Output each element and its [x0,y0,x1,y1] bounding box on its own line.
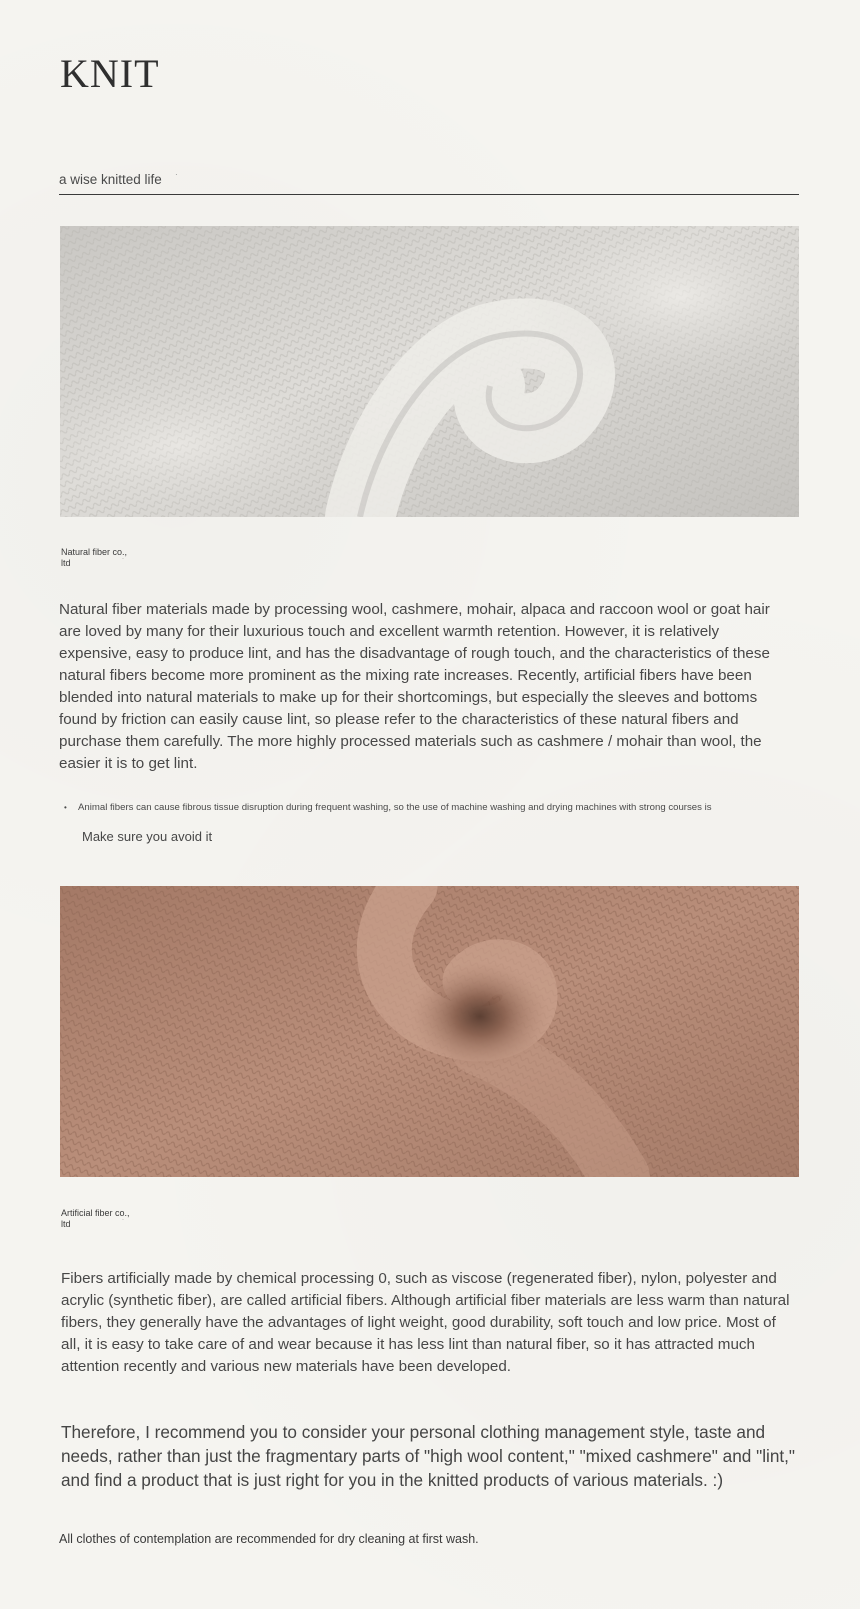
natural-fiber-image [60,226,799,517]
artificial-fiber-caption: Artificial fiber co., ltd [61,1208,130,1229]
washing-note-text: Animal fibers can cause fibrous tissue disruption during frequent washing, so the use of machine washing and drying machines with strong courses is [78,802,712,813]
page-subtitle: a wise knitted life [59,172,162,187]
beige-knit-illustration [60,886,799,1177]
artificial-fiber-description: Fibers artificially made by chemical processing 0, such as viscose (regenerated fiber), nylon, polyester and acrylic (synthetic fiber), are called artificial fibers. Although artificial fiber materials are less warm than natural fibers, they generally have the advantages of light weight, good durability, soft touch and low price. Most of all, it is easy to take care of and wear because it has less lint than natural fiber, so it has attracted much attention recently and various new materials have been developed. [61,1270,790,1375]
conclusion-text: Therefore, I recommend you to consider your personal clothing management style, taste and needs, rather than just the fragmentary parts of "high wool content," "mixed cashmere" and "lint," and find a product that is just right for you in the knitted products of various materials. :) [61,1422,796,1490]
washing-note [64,802,712,813]
decorative-dot: · [122,1217,124,1223]
natural-fiber-description: Natural fiber materials made by processing wool, cashmere, mohair, alpaca and raccoon wool or goat hair are loved by many for their luxurious touch and excellent warmth retention. However, it is relatively expensive, easy to produce lint, and has the disadvantage of rough touch, and the characteristics of these natural fibers become more prominent as the mixing rate increases. Recently, artificial fibers have been blended into natural materials to make up for their shortcomings, but especially the sleeves and bottoms found by friction can easily cause lint, so please refer to the characteristics of these natural fibers and purchase them carefully. The more highly processed materials such as cashmere / mohair than wool, the easier it is to get lint. [59,601,770,772]
decorative-dot: · [175,170,178,179]
natural-fiber-caption: Natural fiber co., ltd [61,547,128,568]
washing-note-continuation: Make sure you avoid it [82,829,213,844]
artificial-fiber-image [60,886,799,1177]
page-title: KNIT [60,51,160,96]
footer-note: All clothes of contemplation are recommended for dry cleaning at first wash. [59,1532,479,1546]
white-knit-illustration [60,226,799,517]
decorative-dot: · [122,556,124,562]
header-divider [59,194,799,195]
bullet-icon: • [64,803,67,812]
